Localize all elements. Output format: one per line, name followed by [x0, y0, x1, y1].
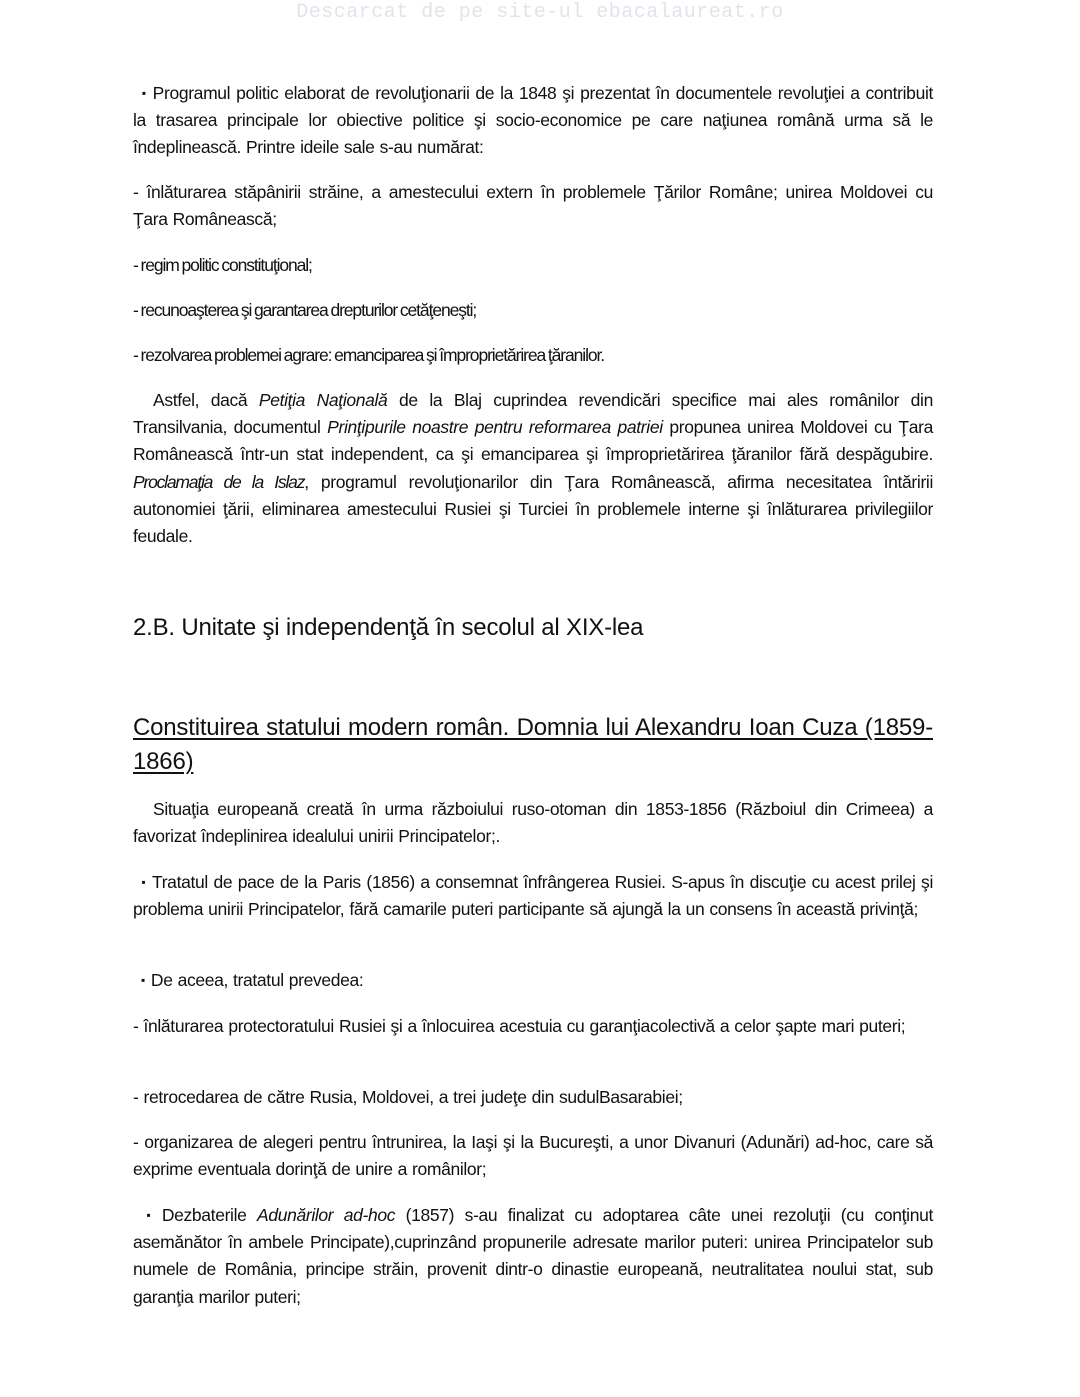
- petitia-nationala-title: Petiţia Naţională: [258, 390, 388, 410]
- subsection-heading: Constituirea statului modern român. Domnia lui Alexandru Ioan Cuza (1859-1866): [133, 714, 933, 775]
- idea-item: - regim politic constituţional;: [133, 255, 312, 275]
- idea-item: - rezolvarea problemei agrare: emanciparea şi împroprietărirea ţăranilor.: [133, 345, 605, 365]
- dezbaterile-paragraph: ▪ Dezbaterile Adunărilor ad-hoc (1857) s-au finalizat cu adoptarea câte unei rezoluţii (cu conţinut asemănător în ambele Principate),cuprinzând propunerile adresate marilor puteri: unirea Principatelor sub numele de România, principe străin, provenit dintr-o dinastie europeană, neutralitatea noului stat, sub garanţia marilor puteri;: [133, 1205, 933, 1307]
- program-paragraph: ▪ Programul politic elaborat de revoluţionarii de la 1848 şi prezentat în documentele revoluţiei a contribuit la trasarea principale lor obiective politice şi socio-economice pe care naţiunea română urma să le îndeplinească. Printre ideile sale s-au numărat:: [133, 83, 933, 158]
- section-heading: 2.B. Unitate şi independenţă în secolul al XIX-lea: [133, 614, 644, 641]
- provision-item: - retrocedarea de către Rusia, Moldovei, a trei judeţe din sudulBasarabiei;: [133, 1087, 683, 1107]
- watermark: Descarcat de pe site-ul ebacalaureat.ro: [296, 1, 784, 24]
- situatia-paragraph: Situaţia europeană creată în urma războiului ruso-otoman din 1853-1856 (Războiul din Crimeea) a favorizat îndeplinirea idealului unirii Principatelor;.: [133, 799, 933, 847]
- bullet-icon: ▪: [141, 875, 147, 889]
- proclamatia-title: Proclamaţia de la Islaz: [133, 471, 305, 492]
- idea-item: - recunoaşterea şi garantarea drepturilor cetăţeneşti;: [133, 300, 477, 320]
- astfel-paragraph: Astfel, dacă Petiţia Naţională de la Blaj cuprindea revendicări specifice mai ales românilor din Transilvania, documentul Prinţipurile noastre pentru reformarea patriei propunea unirea Moldovei cu Ţara Românească într-un stat independent, ca şi emanciparea şi împroprietărirea ţăranilor fără despăgubire. Proclamaţia de la Islaz, programul revoluţionarilor din Ţara Românească, afirma necesitatea întăririi autonomiei ţării, eliminarea amestecului Rusiei şi Turciei în problemele interne şi înlăturarea privilegiilor feudale.: [133, 390, 933, 547]
- provision-item: - organizarea de alegeri pentru întrunirea, la Iaşi şi la Bucureşti, a unor Divanuri (Adunări) ad-hoc, care să exprime eventuala dorinţă de unire a românilor;: [133, 1132, 933, 1180]
- tratatul-paragraph: ▪ Tratatul de pace de la Paris (1856) a consemnat înfrângerea Rusiei. S-apus în discuţie cu acest prilej şi problema unirii Principatelor, fără camarile puteri participante să ajungă la un consens în această privinţă;: [133, 872, 933, 920]
- printipurile-title: Prinţipurile noastre pentru reformarea patriei: [327, 417, 663, 438]
- adunarilor-title: Adunărilor ad-hoc: [257, 1205, 396, 1225]
- bullet-icon: ▪: [141, 973, 145, 987]
- deaceea-paragraph: ▪ De aceea, tratatul prevedea:: [141, 970, 364, 990]
- bullet-icon: ▪: [141, 1208, 156, 1222]
- provision-item: - înlăturarea protectoratului Rusiei şi a înlocuirea acestuia cu garanţiacolectivă a celor şapte mari puteri;: [133, 1016, 906, 1036]
- idea-item: - înlăturarea stăpânirii străine, a amestecului extern în problemele Ţărilor Române; unirea Moldovei cu Ţara Românească;: [133, 182, 933, 230]
- bullet-icon: ▪: [141, 86, 147, 100]
